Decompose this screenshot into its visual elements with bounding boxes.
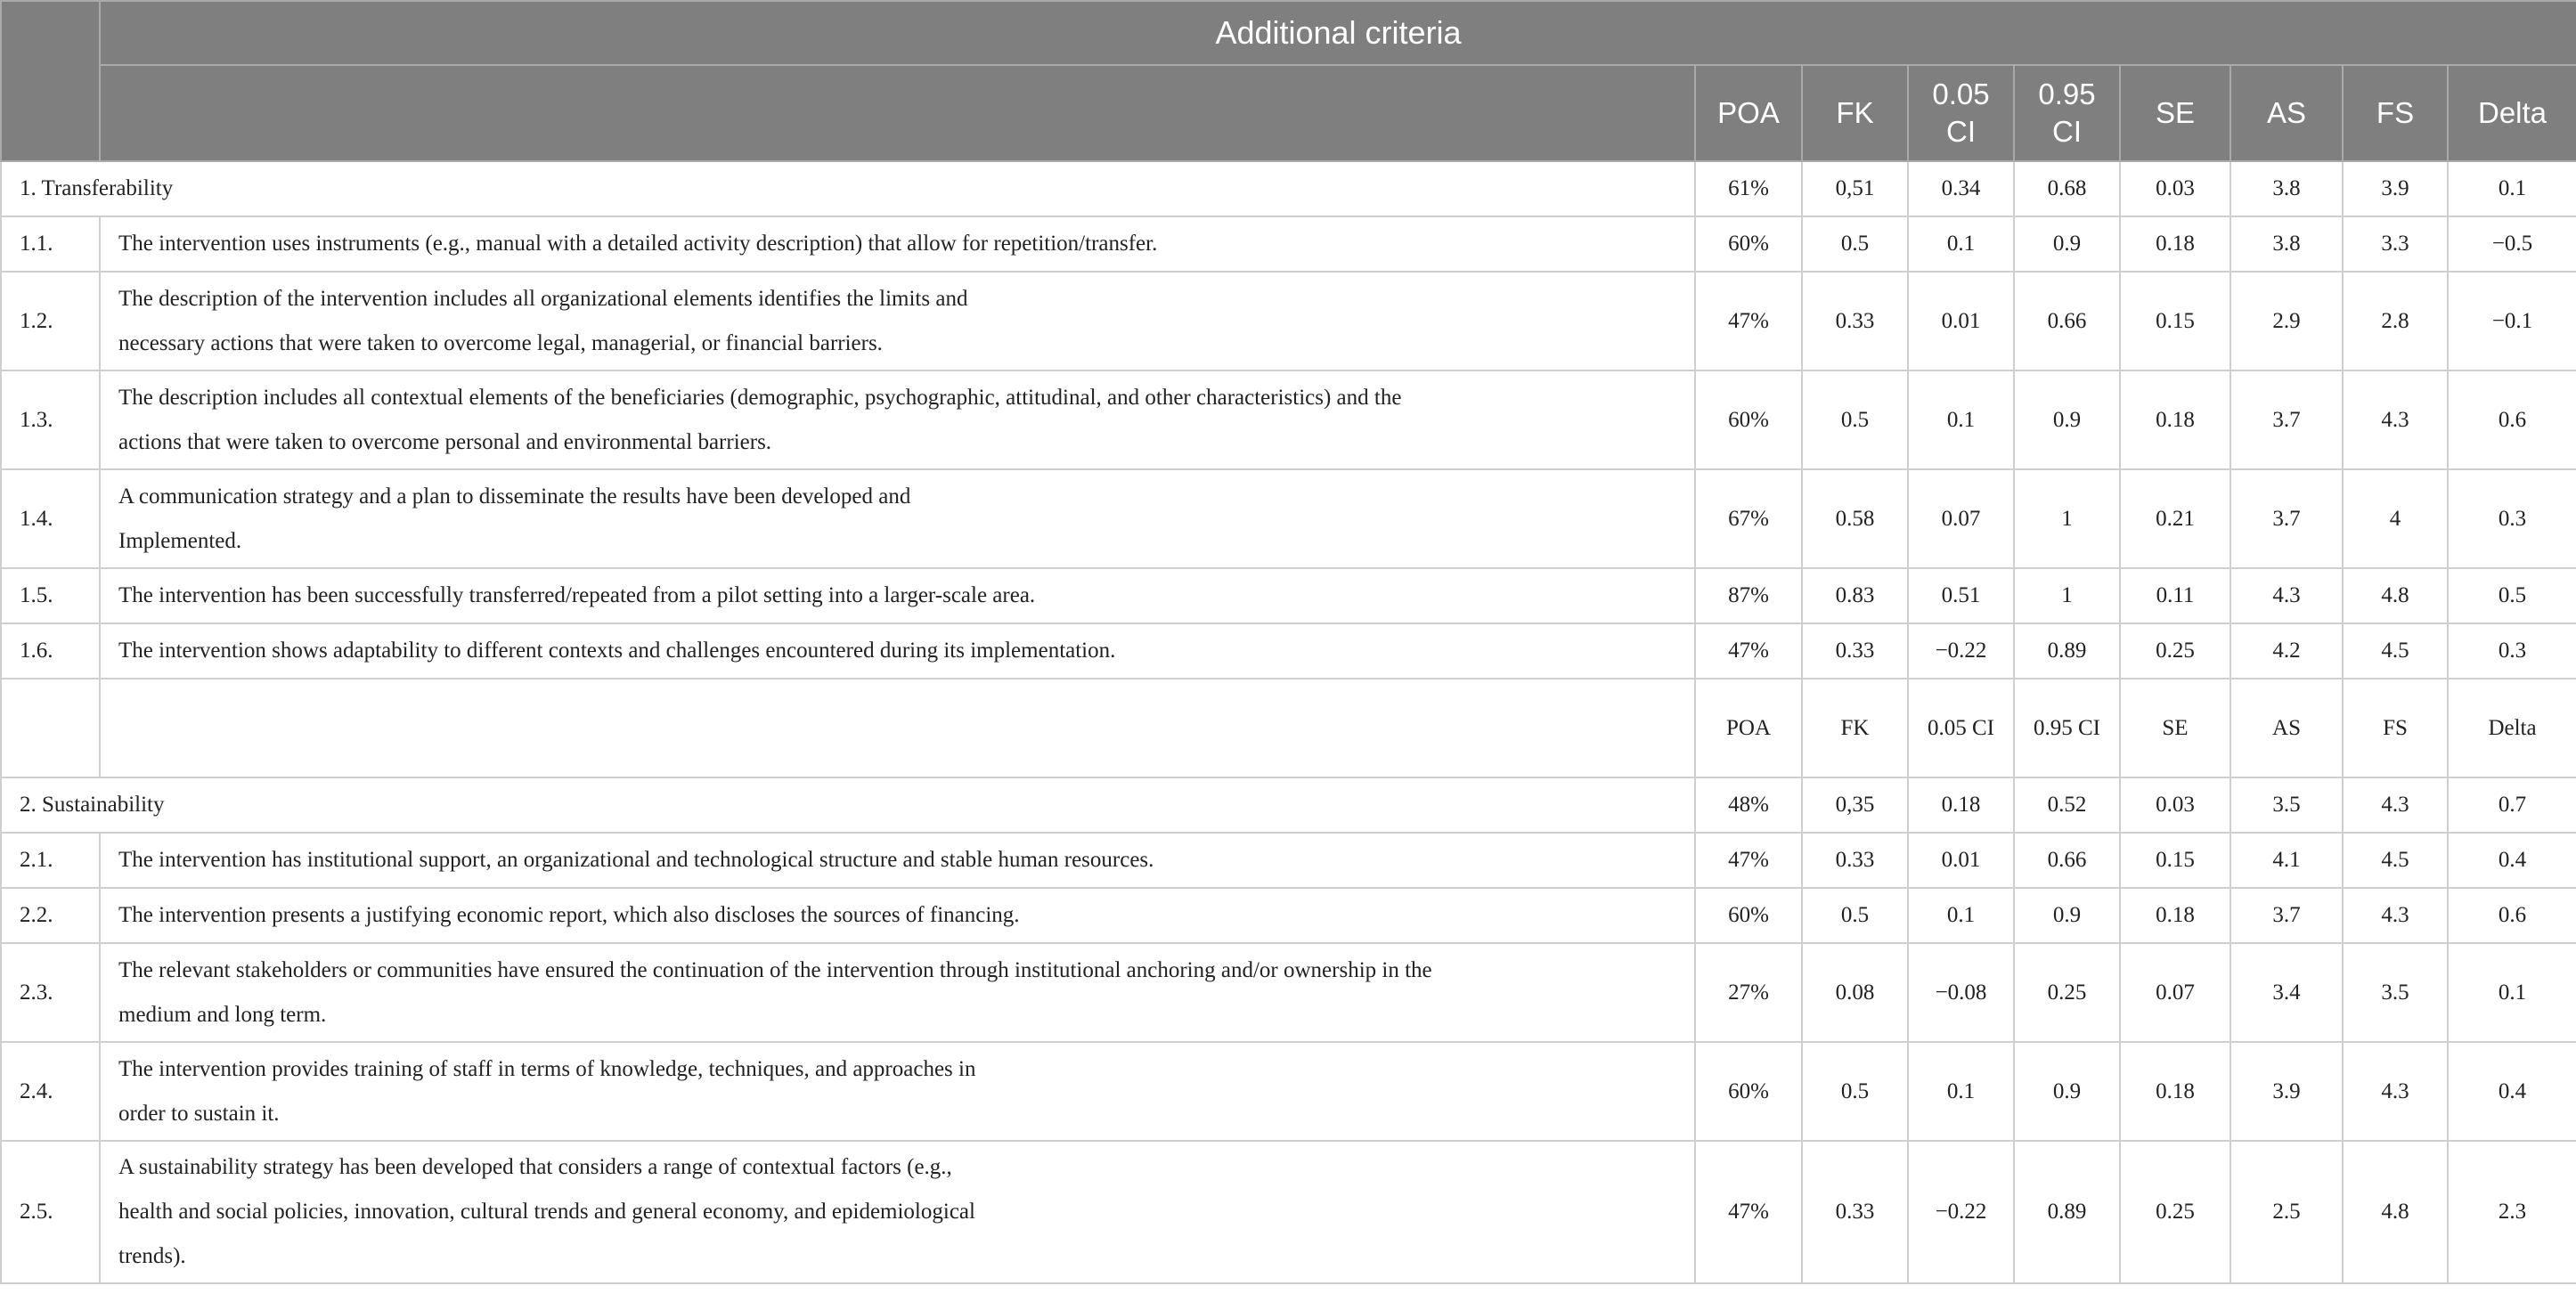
table-cell: 1 xyxy=(2014,469,2120,568)
repeated-header-row xyxy=(1,679,2576,777)
table-cell: 3.7 xyxy=(2230,888,2343,943)
section-row-transferability xyxy=(1,161,2576,216)
table-cell: 4 xyxy=(2343,469,2448,568)
section-row-sustainability xyxy=(1,777,2576,833)
table-cell: −0.5 xyxy=(2448,216,2576,272)
column-header-row xyxy=(1,65,2576,161)
table-row xyxy=(1,370,2576,469)
description-line: actions that were taken to overcome personal and environmental barriers. xyxy=(118,429,772,454)
table-cell: 0.21 xyxy=(2120,469,2230,568)
table-cell: 0.7 xyxy=(2448,777,2576,833)
column-header: FS xyxy=(2343,679,2448,777)
table-cell: 2.9 xyxy=(2230,272,2343,370)
table-cell: 0.25 xyxy=(2120,1141,2230,1283)
table-cell: 4.3 xyxy=(2230,568,2343,623)
table-cell: 0.11 xyxy=(2120,568,2230,623)
table-cell: 3.8 xyxy=(2230,161,2343,216)
table-cell: 0.9 xyxy=(2014,216,2120,272)
table-row xyxy=(1,216,2576,272)
table-cell: 4.3 xyxy=(2343,888,2448,943)
table-cell: 67% xyxy=(1695,469,1802,568)
table-cell: 0.07 xyxy=(1908,469,2014,568)
table-cell: 4.8 xyxy=(2343,568,2448,623)
table-cell: 0.89 xyxy=(2014,1141,2120,1283)
table-cell: 0.07 xyxy=(2120,943,2230,1042)
table-cell: 0.33 xyxy=(1802,833,1908,888)
table-cell: 0.1 xyxy=(1908,370,2014,469)
table-cell: 0.18 xyxy=(2120,216,2230,272)
table-row xyxy=(1,833,2576,888)
table-cell: 0.03 xyxy=(2120,161,2230,216)
table-cell: 0,51 xyxy=(1802,161,1908,216)
table-cell: 60% xyxy=(1695,370,1802,469)
table-cell: 60% xyxy=(1695,1042,1802,1141)
table-cell: 0.89 xyxy=(2014,623,2120,679)
row-description xyxy=(100,888,1695,943)
table-row xyxy=(1,623,2576,679)
section-label: 2. Sustainability xyxy=(1,777,1695,833)
table-cell: 3.8 xyxy=(2230,216,2343,272)
table-cell: 0.1 xyxy=(1908,1042,2014,1141)
table-cell: −0.22 xyxy=(1908,1141,2014,1283)
table-cell: 87% xyxy=(1695,568,1802,623)
blank-cell xyxy=(1,679,100,777)
table-cell: 0.83 xyxy=(1802,568,1908,623)
table-title-row xyxy=(1,1,2576,65)
table-cell: 0.08 xyxy=(1802,943,1908,1042)
description-line: The relevant stakeholders or communities have ensured the continuation of the intervention through institutional anchoring and/or ownership in the xyxy=(118,957,1432,982)
header-blank-cell xyxy=(100,65,1695,161)
row-description xyxy=(100,1042,1695,1141)
table-cell: 0.3 xyxy=(2448,469,2576,568)
description-line: health and social policies, innovation, cultural trends and general economy, and epidemiological xyxy=(118,1200,975,1224)
table-cell: 0.5 xyxy=(1802,216,1908,272)
column-header: 0.95 CI xyxy=(2014,679,2120,777)
description-line: A communication strategy and a plan to disseminate the results have been developed and xyxy=(118,484,911,509)
table-cell: 0.51 xyxy=(1908,568,2014,623)
table-cell: 4.5 xyxy=(2343,833,2448,888)
table-cell: 0.9 xyxy=(2014,888,2120,943)
table-cell: 0.03 xyxy=(2120,777,2230,833)
table-cell: 0.68 xyxy=(2014,161,2120,216)
row-id: 1.3. xyxy=(1,370,100,469)
table-row xyxy=(1,1141,2576,1283)
table-cell: 0.6 xyxy=(2448,888,2576,943)
table-cell: 3.5 xyxy=(2230,777,2343,833)
table-cell: 0.34 xyxy=(1908,161,2014,216)
row-description xyxy=(100,1141,1695,1283)
table-cell: 1 xyxy=(2014,568,2120,623)
column-header: SE xyxy=(2120,679,2230,777)
row-id: 1.1. xyxy=(1,216,100,272)
table-cell: 3.5 xyxy=(2343,943,2448,1042)
table-cell: 0.58 xyxy=(1802,469,1908,568)
table-row xyxy=(1,272,2576,370)
table-cell: 0.18 xyxy=(2120,370,2230,469)
table-cell: 0.01 xyxy=(1908,833,2014,888)
row-description xyxy=(100,370,1695,469)
description-line: order to sustain it. xyxy=(118,1101,280,1126)
table-cell: 0.5 xyxy=(1802,370,1908,469)
column-header: Delta xyxy=(2448,679,2576,777)
description-line: The intervention has institutional support, an organizational and technological structure and stable human resources. xyxy=(118,848,1154,872)
table-cell: 0.4 xyxy=(2448,1042,2576,1141)
table-cell: 4.3 xyxy=(2343,1042,2448,1141)
table-cell: 61% xyxy=(1695,161,1802,216)
blank-cell xyxy=(100,679,1695,777)
column-header: SE xyxy=(2120,65,2230,161)
row-id: 2.2. xyxy=(1,888,100,943)
table-cell: 0.1 xyxy=(2448,161,2576,216)
table-cell: 0.15 xyxy=(2120,833,2230,888)
row-id: 1.5. xyxy=(1,568,100,623)
table-cell: 0.1 xyxy=(1908,216,2014,272)
table-cell: 3.7 xyxy=(2230,469,2343,568)
table-cell: 27% xyxy=(1695,943,1802,1042)
description-line: The intervention provides training of staff in terms of knowledge, techniques, and approaches in xyxy=(118,1056,976,1081)
table-cell: 2.8 xyxy=(2343,272,2448,370)
row-id: 2.1. xyxy=(1,833,100,888)
table-cell: −0.08 xyxy=(1908,943,2014,1042)
table-cell: 4.3 xyxy=(2343,777,2448,833)
column-header: Delta xyxy=(2448,65,2576,161)
row-description xyxy=(100,272,1695,370)
description-line: The intervention presents a justifying economic report, which also discloses the sources of financing. xyxy=(118,903,1020,927)
table-cell: 0.52 xyxy=(2014,777,2120,833)
table-cell: 4.8 xyxy=(2343,1141,2448,1283)
table-cell: 0.01 xyxy=(1908,272,2014,370)
table-row xyxy=(1,568,2576,623)
table-cell: 0,35 xyxy=(1802,777,1908,833)
description-line: The description of the intervention includes all organizational elements identifies the limits and xyxy=(118,286,968,311)
table-cell: 0.25 xyxy=(2120,623,2230,679)
row-id: 1.2. xyxy=(1,272,100,370)
corner-cell xyxy=(1,1,100,161)
description-line: necessary actions that were taken to overcome legal, managerial, or financial barriers. xyxy=(118,330,883,355)
table-cell: 60% xyxy=(1695,216,1802,272)
description-line: medium and long term. xyxy=(118,1002,327,1027)
row-description xyxy=(100,568,1695,623)
column-header: FS xyxy=(2343,65,2448,161)
row-id: 2.3. xyxy=(1,943,100,1042)
table-cell: 2.3 xyxy=(2448,1141,2576,1283)
table-cell: 0.15 xyxy=(2120,272,2230,370)
table-cell: −0.1 xyxy=(2448,272,2576,370)
section-label: 1. Transferability xyxy=(1,161,1695,216)
table-cell: 60% xyxy=(1695,888,1802,943)
row-description xyxy=(100,833,1695,888)
row-id: 1.6. xyxy=(1,623,100,679)
table-cell: 0.6 xyxy=(2448,370,2576,469)
table-cell: 0.9 xyxy=(2014,1042,2120,1141)
table-row xyxy=(1,469,2576,568)
description-line: Implemented. xyxy=(118,528,242,553)
table-cell: 47% xyxy=(1695,272,1802,370)
table-row xyxy=(1,888,2576,943)
table-cell: 0.18 xyxy=(2120,1042,2230,1141)
table-title: Additional criteria xyxy=(100,1,2576,65)
table-cell: 4.5 xyxy=(2343,623,2448,679)
table-cell: −0.22 xyxy=(1908,623,2014,679)
column-header: FK xyxy=(1802,65,1908,161)
table-cell: 3.9 xyxy=(2343,161,2448,216)
row-description xyxy=(100,469,1695,568)
description-line: The intervention shows adaptability to different contexts and challenges encountered during its implementation. xyxy=(118,639,1116,663)
row-id: 2.5. xyxy=(1,1141,100,1283)
table-cell: 0.4 xyxy=(2448,833,2576,888)
column-header: 0.05 CI xyxy=(1908,679,2014,777)
column-header: POA xyxy=(1695,65,1802,161)
table-cell: 3.3 xyxy=(2343,216,2448,272)
column-header: 0.05 CI xyxy=(1908,65,2014,161)
table-cell: 4.3 xyxy=(2343,370,2448,469)
row-description xyxy=(100,216,1695,272)
table-cell: 0.33 xyxy=(1802,272,1908,370)
table-cell: 47% xyxy=(1695,623,1802,679)
table-cell: 3.7 xyxy=(2230,370,2343,469)
row-id: 2.4. xyxy=(1,1042,100,1141)
table-row xyxy=(1,1042,2576,1141)
table-cell: 0.5 xyxy=(1802,888,1908,943)
table-cell: 47% xyxy=(1695,1141,1802,1283)
table-cell: 3.4 xyxy=(2230,943,2343,1042)
table-cell: 4.1 xyxy=(2230,833,2343,888)
description-line: A sustainability strategy has been developed that considers a range of contextual factors (e.g., xyxy=(118,1155,952,1179)
table-cell: 0.18 xyxy=(1908,777,2014,833)
row-description xyxy=(100,943,1695,1042)
table-cell: 0.66 xyxy=(2014,272,2120,370)
table-row xyxy=(1,943,2576,1042)
table-cell: 0.1 xyxy=(1908,888,2014,943)
column-header: AS xyxy=(2230,65,2343,161)
table-cell: 48% xyxy=(1695,777,1802,833)
table-cell: 4.2 xyxy=(2230,623,2343,679)
table-cell: 47% xyxy=(1695,833,1802,888)
column-header: 0.95 CI xyxy=(2014,65,2120,161)
description-line: The intervention uses instruments (e.g., manual with a detailed activity description) that allow for repetition/transfer. xyxy=(118,232,1158,256)
table-cell: 0.5 xyxy=(2448,568,2576,623)
table-cell: 0.33 xyxy=(1802,623,1908,679)
column-header: POA xyxy=(1695,679,1802,777)
table-cell: 2.5 xyxy=(2230,1141,2343,1283)
table-cell: 0.66 xyxy=(2014,833,2120,888)
table-cell: 0.25 xyxy=(2014,943,2120,1042)
table-cell: 0.18 xyxy=(2120,888,2230,943)
table-cell: 0.33 xyxy=(1802,1141,1908,1283)
description-line: The description includes all contextual elements of the beneficiaries (demographic, psychographic, attitudinal, and other characteristics) and the xyxy=(118,385,1402,410)
table-cell: 0.1 xyxy=(2448,943,2576,1042)
row-id: 1.4. xyxy=(1,469,100,568)
table-cell: 0.5 xyxy=(1802,1042,1908,1141)
column-header: AS xyxy=(2230,679,2343,777)
column-header: FK xyxy=(1802,679,1908,777)
row-description xyxy=(100,623,1695,679)
table-cell: 0.9 xyxy=(2014,370,2120,469)
description-line: The intervention has been successfully transferred/repeated from a pilot setting into a larger-scale area. xyxy=(118,583,1036,607)
description-line: trends). xyxy=(118,1244,186,1268)
table-cell: 0.3 xyxy=(2448,623,2576,679)
table-cell: 3.9 xyxy=(2230,1042,2343,1141)
